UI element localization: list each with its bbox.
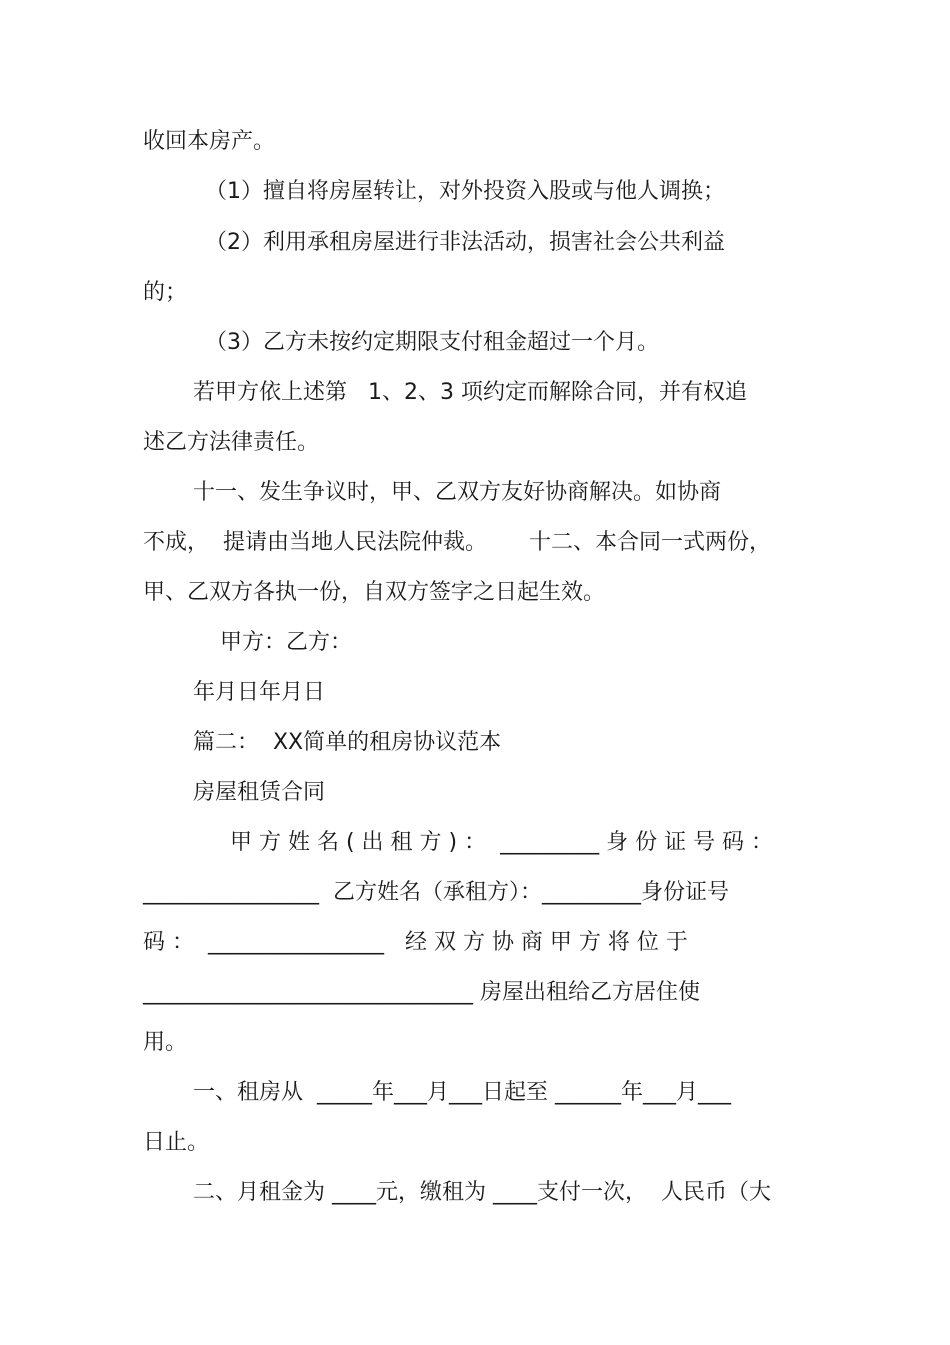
text-line: 述乙方法律责任。 <box>143 430 320 455</box>
text-line: 码 ： ________________ 经 双 方 协 商 甲 方 将 位 于 <box>143 930 688 955</box>
text-line: 十一、发生争议时，甲、乙双方友好协商解决。如协商 <box>193 480 722 505</box>
text-line: 日止。 <box>143 1130 210 1155</box>
section-heading: 篇二： XX简单的租房协议范本 <box>193 730 502 755</box>
text-line: 收回本房产。 <box>143 129 276 154</box>
text-line: 用。 <box>143 1030 188 1055</box>
text-line: （3）乙方未按约定期限支付租金超过一个月。 <box>205 330 659 355</box>
text-line: 不成， 提请由当地人民法院仲裁。 十二、本合同一式两份， <box>143 530 771 555</box>
text-line: ______________________________ 房屋出租给乙方居住使 <box>143 980 700 1005</box>
text-line: 一、租房从 _____年___月___日起至 ______年___月___ <box>193 1080 731 1105</box>
text-line: ________________ 乙方姓名（承租方）：_________身份证号 <box>143 880 729 905</box>
contract-title: 房屋租赁合同 <box>193 780 326 805</box>
text-line: 甲、乙双方各执一份，自双方签字之日起生效。 <box>143 580 606 605</box>
text-line: 的； <box>143 280 188 305</box>
text-line: 甲 方 姓 名 ( 出 租 方 ) ： _________ 身 份 证 号 码 ： <box>230 830 774 855</box>
signature-parties: 甲方：乙方： <box>220 630 353 655</box>
text-line: 二、月租金为 ____元，缴租为 ____支付一次， 人民币（大 <box>193 1180 771 1205</box>
signature-dates: 年月日年月日 <box>193 680 326 705</box>
text-line: 若甲方依上述第 1、2、3 项约定而解除合同，并有权追 <box>193 380 747 405</box>
text-line: （2）利用承租房屋进行非法活动，损害社会公共利益 <box>205 230 725 255</box>
text-line: （1）擅自将房屋转让，对外投资入股或与他人调换； <box>205 179 725 204</box>
